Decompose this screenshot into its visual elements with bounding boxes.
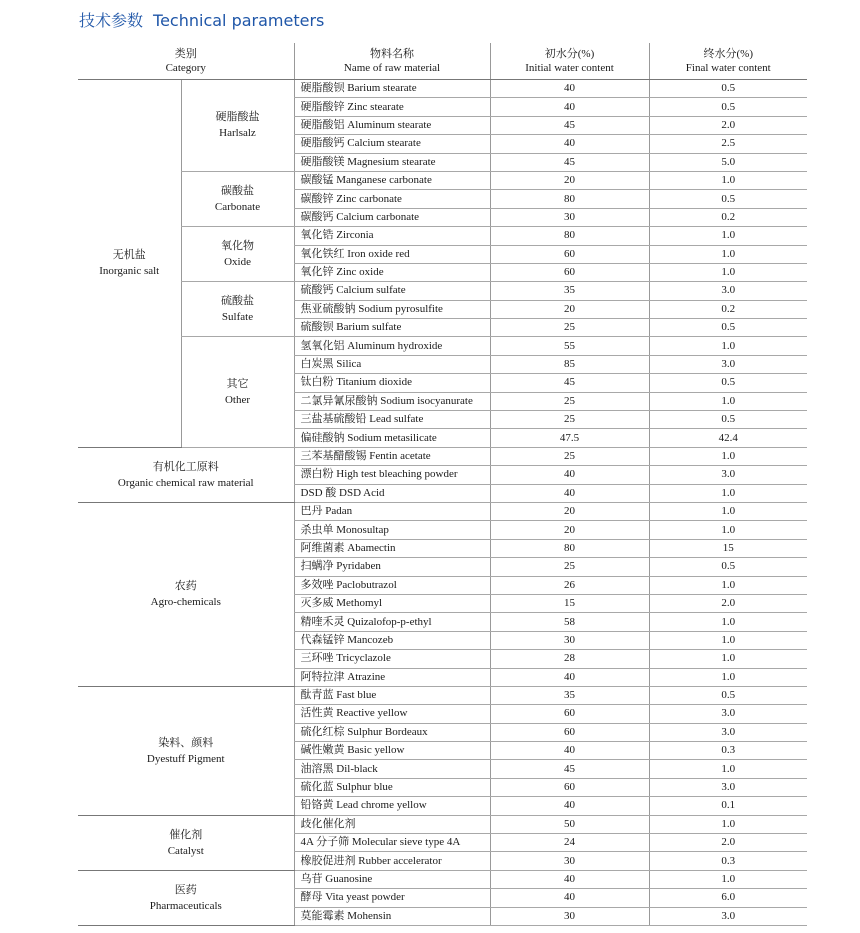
- initial-water-cell: 45: [490, 153, 649, 171]
- material-cell: 代森锰锌 Mancozeb: [294, 631, 490, 649]
- initial-water-cell: 20: [490, 502, 649, 520]
- material-cell: 碱性嫩黄 Basic yellow: [294, 742, 490, 760]
- material-cell: 油溶黑 Dil-black: [294, 760, 490, 778]
- material-cell: 氧化铁红 Iron oxide red: [294, 245, 490, 263]
- final-water-cell: 42.4: [649, 429, 807, 447]
- final-water-cell: 0.3: [649, 742, 807, 760]
- page-title-en: Technical parameters: [153, 11, 325, 30]
- final-water-cell: 3.0: [649, 907, 807, 925]
- material-cell: 阿特拉津 Atrazine: [294, 668, 490, 686]
- final-water-cell: 1.0: [649, 337, 807, 355]
- initial-water-cell: 40: [490, 80, 649, 98]
- header-initial-zh: 初水分(%): [544, 48, 595, 60]
- initial-water-cell: 15: [490, 594, 649, 612]
- category-label-zh: 无机盐: [112, 249, 146, 262]
- header-material-en: Name of raw material: [343, 62, 441, 74]
- initial-water-cell: 45: [490, 760, 649, 778]
- header-final-en: Final water content: [685, 62, 771, 74]
- final-water-cell: 3.0: [649, 778, 807, 796]
- final-water-cell: 0.5: [649, 80, 807, 98]
- table-row: [78, 282, 807, 300]
- material-cell: 漂白粉 High test bleaching powder: [294, 466, 490, 484]
- material-cell: 三苯基醋酸锡 Fentin acetate: [294, 447, 490, 465]
- final-water-cell: 3.0: [649, 723, 807, 741]
- page-title-zh: 技术参数: [79, 11, 144, 30]
- category-label-en: Organic chemical raw material: [117, 476, 254, 489]
- material-cell: 杀虫单 Monosultap: [294, 521, 490, 539]
- category-label-zh: 医药: [174, 883, 197, 896]
- final-water-cell: 1.0: [649, 245, 807, 263]
- final-water-cell: 0.1: [649, 797, 807, 815]
- category-cell: [78, 686, 294, 815]
- material-cell: 硬脂酸锌 Zinc stearate: [294, 98, 490, 116]
- material-cell: 硫酸钡 Barium sulfate: [294, 319, 490, 337]
- header-final: [649, 43, 807, 80]
- initial-water-cell: 40: [490, 870, 649, 888]
- header-category: [78, 43, 294, 80]
- initial-water-cell: 20: [490, 300, 649, 318]
- category-label-en: Dyestuff Pigment: [146, 752, 225, 765]
- table-row: [78, 870, 807, 888]
- initial-water-cell: 25: [490, 558, 649, 576]
- initial-water-cell: 60: [490, 263, 649, 281]
- material-cell: 偏硅酸钠 Sodium metasilicate: [294, 429, 490, 447]
- initial-water-cell: 58: [490, 613, 649, 631]
- category-label-en: Pharmaceuticals: [149, 899, 222, 912]
- final-water-cell: 1.0: [649, 484, 807, 502]
- material-cell: 酞青蓝 Fast blue: [294, 686, 490, 704]
- category-cell: [78, 815, 294, 870]
- material-cell: 硫化蓝 Sulphur blue: [294, 778, 490, 796]
- table-row: [78, 686, 807, 704]
- initial-water-cell: 55: [490, 337, 649, 355]
- category-label-en: Catalyst: [167, 844, 204, 857]
- final-water-cell: 15: [649, 539, 807, 557]
- category-cell: [78, 870, 294, 925]
- category-cell: [78, 447, 294, 502]
- subgroup-cell: [181, 227, 294, 282]
- material-cell: 焦亚硫酸钠 Sodium pyrosulfite: [294, 300, 490, 318]
- initial-water-cell: 60: [490, 723, 649, 741]
- material-cell: 酵母 Vita yeast powder: [294, 889, 490, 907]
- material-cell: 乌苷 Guanosine: [294, 870, 490, 888]
- final-water-cell: 1.0: [649, 760, 807, 778]
- table-row: [78, 227, 807, 245]
- initial-water-cell: 80: [490, 190, 649, 208]
- material-cell: 二氯异氰尿酸钠 Sodium isocyanurate: [294, 392, 490, 410]
- initial-water-cell: 40: [490, 889, 649, 907]
- initial-water-cell: 50: [490, 815, 649, 833]
- final-water-cell: 2.0: [649, 834, 807, 852]
- final-water-cell: 0.5: [649, 319, 807, 337]
- final-water-cell: 1.0: [649, 521, 807, 539]
- initial-water-cell: 25: [490, 411, 649, 429]
- final-water-cell: 0.2: [649, 300, 807, 318]
- initial-water-cell: 60: [490, 778, 649, 796]
- material-cell: 活性黄 Reactive yellow: [294, 705, 490, 723]
- subgroup-label-en: Harlsalz: [219, 127, 256, 140]
- final-water-cell: 0.3: [649, 852, 807, 870]
- category-label-en: Agro-chemicals: [150, 596, 221, 609]
- material-cell: 白炭黑 Silica: [294, 355, 490, 373]
- material-cell: 硬脂酸镁 Magnesium stearate: [294, 153, 490, 171]
- final-water-cell: 1.0: [649, 227, 807, 245]
- final-water-cell: 1.0: [649, 502, 807, 520]
- subgroup-label-zh: 氧化物: [221, 240, 254, 253]
- final-water-cell: 6.0: [649, 889, 807, 907]
- subgroup-cell: [181, 80, 294, 172]
- header-initial: [490, 43, 649, 80]
- material-cell: 三环唑 Tricyclazole: [294, 650, 490, 668]
- final-water-cell: 1.0: [649, 576, 807, 594]
- final-water-cell: 3.0: [649, 466, 807, 484]
- final-water-cell: 0.5: [649, 374, 807, 392]
- subgroup-label-en: Sulfate: [221, 311, 254, 324]
- subgroup-label-en: Oxide: [224, 256, 251, 269]
- material-cell: 硫酸钙 Calcium sulfate: [294, 282, 490, 300]
- table-header-row: [78, 43, 807, 80]
- initial-water-cell: 25: [490, 392, 649, 410]
- initial-water-cell: 25: [490, 447, 649, 465]
- initial-water-cell: 60: [490, 705, 649, 723]
- initial-water-cell: 40: [490, 742, 649, 760]
- material-cell: 阿维菌素 Abamectin: [294, 539, 490, 557]
- final-water-cell: 0.5: [649, 686, 807, 704]
- final-water-cell: 3.0: [649, 282, 807, 300]
- initial-water-cell: 80: [490, 227, 649, 245]
- material-cell: 氧化锌 Zinc oxide: [294, 263, 490, 281]
- subgroup-cell: [181, 171, 294, 226]
- final-water-cell: 0.5: [649, 411, 807, 429]
- subgroup-label-zh: 其它: [226, 378, 249, 391]
- subgroup-label-zh: 硫酸盐: [221, 295, 254, 308]
- initial-water-cell: 30: [490, 631, 649, 649]
- initial-water-cell: 47.5: [490, 429, 649, 447]
- material-cell: 4A 分子筛 Molecular sieve type 4A: [294, 834, 490, 852]
- final-water-cell: 1.0: [649, 263, 807, 281]
- initial-water-cell: 20: [490, 521, 649, 539]
- header-category-en: Category: [165, 62, 206, 74]
- material-cell: 碳酸锰 Manganese carbonate: [294, 171, 490, 189]
- initial-water-cell: 45: [490, 116, 649, 134]
- initial-water-cell: 40: [490, 135, 649, 153]
- final-water-cell: 1.0: [649, 392, 807, 410]
- final-water-cell: 2.0: [649, 116, 807, 134]
- table-row: [78, 447, 807, 465]
- initial-water-cell: 40: [490, 98, 649, 116]
- initial-water-cell: 85: [490, 355, 649, 373]
- initial-water-cell: 40: [490, 484, 649, 502]
- material-cell: 硬脂酸钡 Barium stearate: [294, 80, 490, 98]
- table-row: [78, 502, 807, 520]
- material-cell: 硬脂酸铝 Aluminum stearate: [294, 116, 490, 134]
- material-cell: 硫化红棕 Sulphur Bordeaux: [294, 723, 490, 741]
- category-label-zh: 染料、颜料: [158, 736, 214, 749]
- table-row: [78, 815, 807, 833]
- initial-water-cell: 40: [490, 668, 649, 686]
- final-water-cell: 0.5: [649, 98, 807, 116]
- material-cell: 精喹禾灵 Quizalofop-p-ethyl: [294, 613, 490, 631]
- material-cell: 氢氧化铝 Aluminum hydroxide: [294, 337, 490, 355]
- material-cell: DSD 酸 DSD Acid: [294, 484, 490, 502]
- table-body: [78, 43, 807, 925]
- initial-water-cell: 25: [490, 319, 649, 337]
- final-water-cell: 1.0: [649, 171, 807, 189]
- page-title: [79, 8, 324, 31]
- initial-water-cell: 26: [490, 576, 649, 594]
- final-water-cell: 1.0: [649, 668, 807, 686]
- subgroup-label-en: Carbonate: [214, 201, 261, 214]
- initial-water-cell: 40: [490, 466, 649, 484]
- material-cell: 莫能霉素 Mohensin: [294, 907, 490, 925]
- header-material: [294, 43, 490, 80]
- final-water-cell: 1.0: [649, 631, 807, 649]
- final-water-cell: 3.0: [649, 355, 807, 373]
- final-water-cell: 1.0: [649, 650, 807, 668]
- subgroup-label-zh: 硬脂酸盐: [215, 111, 260, 124]
- initial-water-cell: 30: [490, 907, 649, 925]
- initial-water-cell: 80: [490, 539, 649, 557]
- material-cell: 钛白粉 Titanium dioxide: [294, 374, 490, 392]
- table-row: [78, 171, 807, 189]
- category-label-zh: 有机化工原料: [152, 460, 219, 473]
- material-cell: 铅铬黄 Lead chrome yellow: [294, 797, 490, 815]
- material-cell: 灭多威 Methomyl: [294, 594, 490, 612]
- initial-water-cell: 24: [490, 834, 649, 852]
- table-row: [78, 337, 807, 355]
- final-water-cell: 1.0: [649, 870, 807, 888]
- initial-water-cell: 35: [490, 686, 649, 704]
- initial-water-cell: 30: [490, 208, 649, 226]
- initial-water-cell: 40: [490, 797, 649, 815]
- category-cell: [78, 502, 294, 686]
- final-water-cell: 1.0: [649, 447, 807, 465]
- material-cell: 三盐基硫酸铅 Lead sulfate: [294, 411, 490, 429]
- material-cell: 氧化锆 Zirconia: [294, 227, 490, 245]
- header-initial-en: Initial water content: [525, 62, 614, 74]
- material-cell: 歧化催化剂: [294, 815, 490, 833]
- material-cell: 扫螨净 Pyridaben: [294, 558, 490, 576]
- final-water-cell: 0.5: [649, 558, 807, 576]
- material-cell: 巴丹 Padan: [294, 502, 490, 520]
- subgroup-cell: [181, 282, 294, 337]
- initial-water-cell: 28: [490, 650, 649, 668]
- final-water-cell: 0.5: [649, 190, 807, 208]
- header-final-zh: 终水分(%): [703, 48, 754, 60]
- final-water-cell: 2.5: [649, 135, 807, 153]
- final-water-cell: 0.2: [649, 208, 807, 226]
- material-cell: 碳酸锌 Zinc carbonate: [294, 190, 490, 208]
- initial-water-cell: 45: [490, 374, 649, 392]
- material-cell: 橡胶促进剂 Rubber accelerator: [294, 852, 490, 870]
- subgroup-cell: [181, 337, 294, 447]
- category-cell: [78, 80, 181, 448]
- final-water-cell: 2.0: [649, 594, 807, 612]
- final-water-cell: 5.0: [649, 153, 807, 171]
- subgroup-label-zh: 碳酸盐: [221, 185, 254, 198]
- technical-parameters-table: [78, 43, 807, 926]
- final-water-cell: 3.0: [649, 705, 807, 723]
- initial-water-cell: 20: [490, 171, 649, 189]
- initial-water-cell: 30: [490, 852, 649, 870]
- category-label-zh: 农药: [174, 580, 197, 593]
- final-water-cell: 1.0: [649, 815, 807, 833]
- material-cell: 多效唑 Paclobutrazol: [294, 576, 490, 594]
- material-cell: 硬脂酸钙 Calcium stearate: [294, 135, 490, 153]
- header-material-zh: 物料名称: [370, 48, 415, 60]
- category-label-en: Inorganic salt: [99, 265, 160, 278]
- header-category-zh: 类别: [174, 48, 197, 60]
- material-cell: 碳酸钙 Calcium carbonate: [294, 208, 490, 226]
- table-row: [78, 80, 807, 98]
- category-label-zh: 催化剂: [169, 828, 203, 841]
- initial-water-cell: 60: [490, 245, 649, 263]
- initial-water-cell: 35: [490, 282, 649, 300]
- subgroup-label-en: Other: [224, 394, 251, 407]
- final-water-cell: 1.0: [649, 613, 807, 631]
